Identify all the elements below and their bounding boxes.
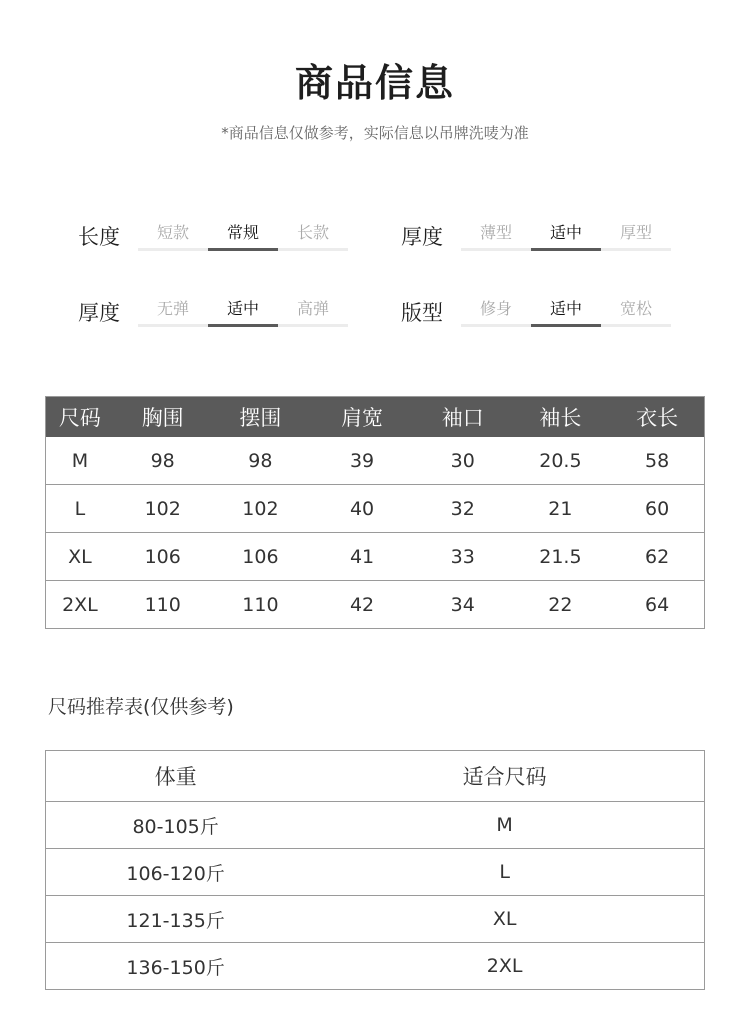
size-table (45, 396, 705, 629)
recommend-table (45, 750, 705, 990)
table-cell: 41 (309, 533, 415, 581)
table-cell: 32 (415, 485, 511, 533)
table-cell: M (71, 449, 89, 472)
table-cell: 110 (212, 581, 310, 629)
table-cell: 62 (610, 533, 704, 581)
table-cell: 106 (212, 533, 310, 581)
attr-label: 厚度 (78, 301, 120, 325)
table-cell: 20.5 (539, 449, 582, 472)
column-header: 衣长 (610, 397, 704, 438)
attr-option: 厚型 (601, 220, 671, 251)
table-cell: 2XL (46, 581, 114, 629)
table-cell: 42 (309, 581, 415, 629)
table-cell: 106 (114, 533, 212, 581)
table-cell: 102 (212, 485, 310, 533)
table-cell: 40 (309, 485, 415, 533)
attr-option-selected: 适中 (208, 296, 278, 327)
attr-option: 短款 (138, 220, 208, 251)
column-header: 摆围 (212, 397, 310, 438)
table-row (46, 437, 705, 485)
table-cell: 21.5 (511, 533, 611, 581)
attr-option-selected: 适中 (531, 296, 601, 327)
column-header: 袖口 (415, 397, 511, 438)
table-cell: 21 (511, 485, 611, 533)
attr-option: 长款 (278, 220, 348, 251)
table-row (46, 802, 705, 849)
recommend-title: 尺码推荐表(仅供参考) (48, 696, 234, 718)
attr-elasticity (78, 296, 348, 327)
table-row (46, 943, 705, 990)
attr-option-selected: 常规 (208, 220, 278, 251)
table-cell: 106-120斤 (46, 849, 306, 896)
table-cell: 64 (610, 581, 704, 629)
column-header: 肩宽 (309, 397, 415, 438)
page-title: 商品信息 (294, 61, 455, 105)
column-header: 尺码 (46, 397, 114, 438)
attr-length (78, 220, 348, 251)
table-cell: M (496, 814, 513, 836)
table-cell: 110 (114, 581, 212, 629)
table-row (46, 533, 705, 581)
table-cell: 98 (150, 449, 175, 472)
table-row (46, 849, 705, 896)
column-header: 胸围 (114, 397, 212, 438)
table-cell: 58 (645, 449, 670, 472)
table-cell: L (305, 849, 704, 896)
recommend-table-header (46, 751, 705, 802)
attr-label: 版型 (401, 301, 443, 325)
column-header: 体重 (46, 751, 306, 802)
table-cell: 30 (450, 449, 475, 472)
attr-thickness (401, 220, 671, 251)
table-cell: XL (305, 896, 704, 943)
table-cell: 136-150斤 (46, 943, 306, 990)
table-cell: 80-105斤 (132, 815, 219, 838)
table-cell: 39 (349, 449, 375, 472)
size-table-header (46, 397, 705, 438)
attr-option: 无弹 (138, 296, 208, 327)
table-cell: L (46, 485, 114, 533)
attr-option: 修身 (461, 296, 531, 327)
attr-fit (401, 296, 671, 327)
attr-option: 宽松 (601, 296, 671, 327)
table-row (46, 896, 705, 943)
attr-option: 高弹 (278, 296, 348, 327)
attr-label: 厚度 (401, 225, 443, 249)
attr-label: 长度 (78, 225, 120, 249)
table-cell: 60 (610, 485, 704, 533)
table-row (46, 581, 705, 629)
table-cell: 121-135斤 (46, 896, 306, 943)
column-header: 适合尺码 (305, 751, 704, 802)
table-cell: 102 (114, 485, 212, 533)
attr-option: 薄型 (461, 220, 531, 251)
column-header: 袖长 (511, 397, 611, 438)
page-subtitle: *商品信息仅做参考，实际信息以吊牌洗唛为准 (221, 124, 529, 142)
table-cell: 33 (415, 533, 511, 581)
table-cell: 2XL (305, 943, 704, 990)
table-cell: 22 (511, 581, 611, 629)
table-cell: XL (46, 533, 114, 581)
table-cell: 34 (415, 581, 511, 629)
attr-option-selected: 适中 (531, 220, 601, 251)
table-row (46, 485, 705, 533)
table-cell: 98 (248, 449, 273, 472)
